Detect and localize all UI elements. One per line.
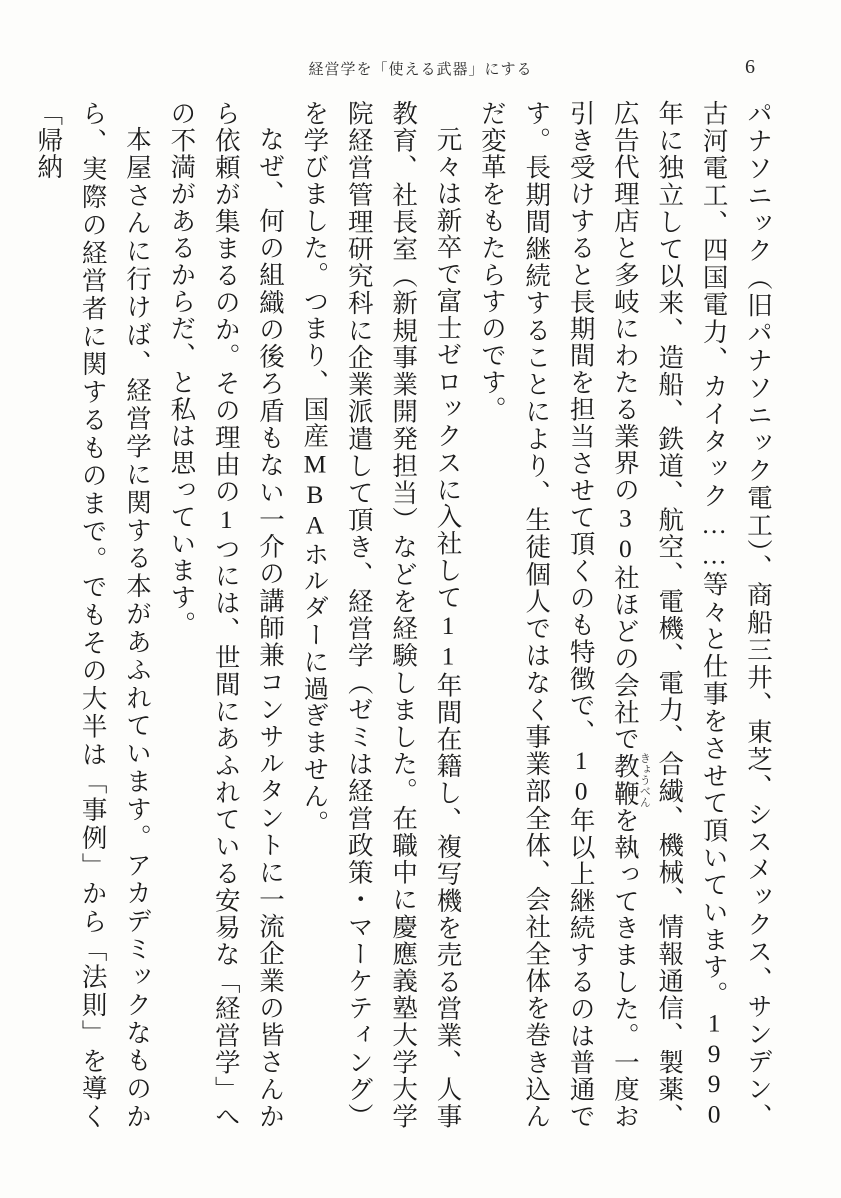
paragraph-1: パナソニック（旧パナソニック電工）、商船三井、東芝、シスメックス、サンデン、古河電工、四国電力、カイタック……等々と仕事をさせて頂いています。1990年に独立して以来、造船、鉄道、航空、電機、電力、合繊、機械、情報通信、製薬、広告代理店と多岐にわたる業界の30社ほどの会社で教鞭きょうべんを執ってきました。一度お引き受けすると長期間を担当させて頂くのも特徴で、10年以上継続するのは普通です。長期間継続することにより、生徒個人ではなく事業部全体、会社全体を巻き込んだ変革をもたらすのです。	[477, 100, 773, 1130]
running-head: 経営学を「使える武器」にする	[308, 62, 533, 78]
ruby-annotation: 教鞭きょうべん	[610, 752, 651, 808]
paragraph-2: 元々は新卒で富士ゼロックスに入社して11年間在籍し、複写機を売る営業、人事教育、社長室（新規事業開発担当）などを経験しました。在職中に慶應義塾大学大学院経営管理研究科に企業派遣して頂き、経営学（ゼミは経営政策・マーケティング）を学びました。つまり、国産MBAホルダーに過ぎません。	[300, 100, 463, 1130]
body-text	[34, 100, 780, 1130]
paragraph-4: 本屋さんに行けば、経営学に関する本があふれています。アカデミックなものから、実際の経営者に関するものまで。でもその大半は「事例」から「法則」を導く「帰納	[34, 100, 152, 1130]
paragraph-3: なぜ、何の組織の後ろ盾もない一介の講師兼コンサルタントに一流企業の皆さんから依頼が集まるのか。その理由の1つには、世間にあふれている安易な「経営学」への不満があるからだ、と私は思っています。	[167, 100, 286, 1130]
page-header	[0, 58, 841, 84]
page-number: 6	[745, 56, 755, 78]
